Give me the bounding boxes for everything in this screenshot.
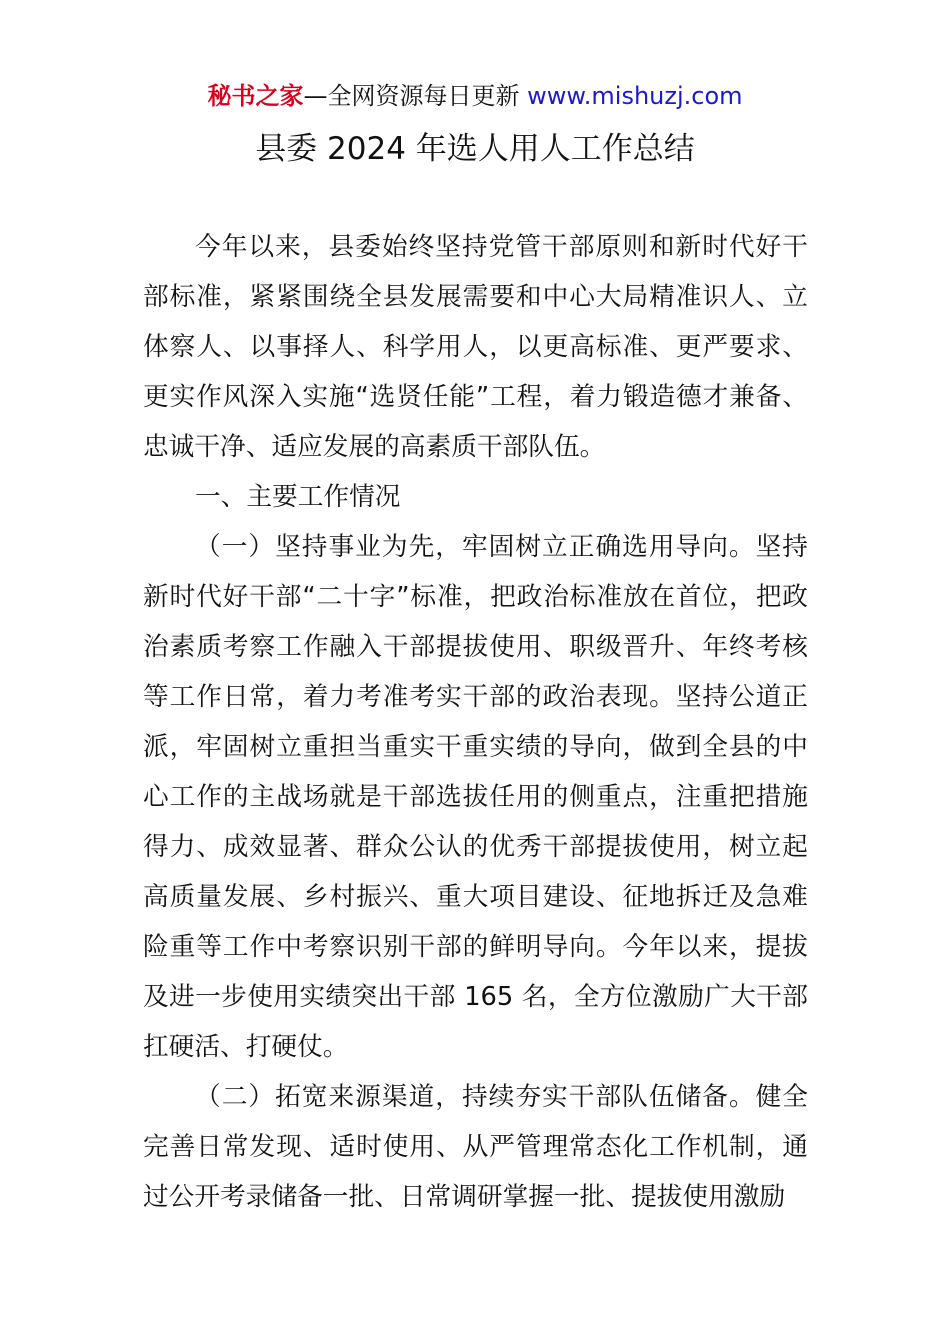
site-header [0, 78, 950, 114]
document-body [143, 222, 808, 1222]
document-title: 县委 2024 年选人用人工作总结 [255, 131, 695, 167]
site-brand: 秘书之家 [207, 82, 304, 110]
body-paragraph: （二）拓宽来源渠道，持续夯实干部队伍储备。健全完善日常发现、适时使用、从严管理常态化工作机制，通过公开考录储备一批、日常调研掌握一批、提拔使用激励 [143, 1082, 808, 1212]
intro-paragraph: 今年以来，县委始终坚持党管干部原则和新时代好干部标准，紧紧围绕全县发展需要和中心大局精准识人、立体察人、以事择人、科学用人，以更高标准、更严要求、更实作风深入实施“选贤任能”工程，着力锻造德才兼备、忠诚干净、适应发展的高素质干部队伍。 [143, 232, 808, 462]
site-tagline: —全网资源每日更新 [303, 82, 528, 110]
site-url-link[interactable]: www.mishuzj.com [527, 82, 743, 110]
section-heading: 一、主要工作情况 [195, 482, 401, 512]
body-paragraph: （一）坚持事业为先，牢固树立正确选用导向。坚持新时代好干部“二十字”标准，把政治标准放在首位，把政治素质考察工作融入干部提拔使用、职级晋升、年终考核等工作日常，着力考准考实干部的政治表现。坚持公道正派，牢固树立重担当重实干重实绩的导向，做到全县的中心工作的主战场就是干部选拔任用的侧重点，注重把措施得力、成效显著、群众公认的优秀干部提拔使用，树立起高质量发展、乡村振兴、重大项目建设、征地拆迁及急难险重等工作中考察识别干部的鲜明导向。今年以来，提拔及进一步使用实绩突出干部 165 名，全方位激励广大干部扛硬活、打硬仗。 [143, 532, 808, 1062]
